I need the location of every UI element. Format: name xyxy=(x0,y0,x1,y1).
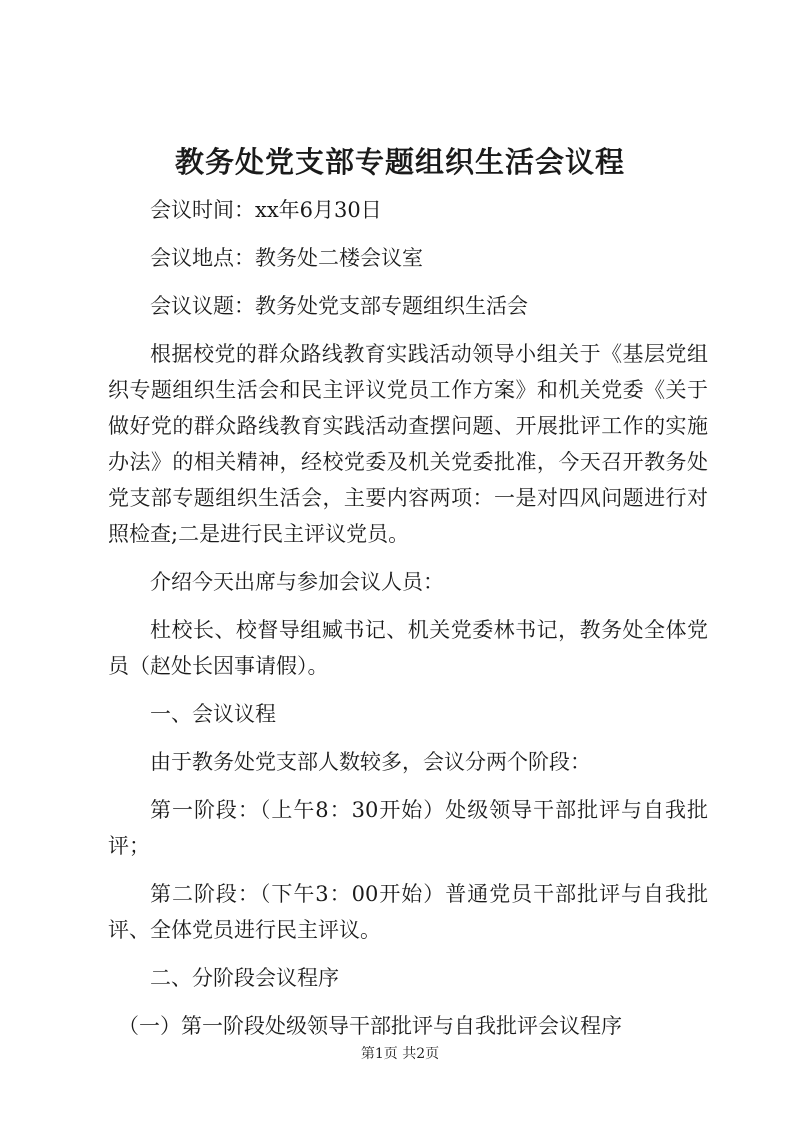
stage-one: 第一阶段：（上午8：30开始）处级领导干部批评与自我批评； xyxy=(108,798,708,858)
intro-paragraph: 根据校党的群众路线教育实践活动领导小组关于《基层党组织专题组织生活会和民主评议党员工作方案》和机关党委《关于做好党的群众路线教育实践活动查摆问题、开展批评工作的实施办法》的相关精神，经校党委及机关党委批准，今天召开教务处党支部专题组织生活会，主要内容两项：一是对四风问题进行对照检查;二是进行民主评议党员。 xyxy=(108,342,708,546)
stage-two: 第二阶段：（下午3：00开始）普通党员干部批评与自我批评、全体党员进行民主评议。 xyxy=(108,882,708,942)
stages-intro: 由于教务处党支部人数较多，会议分两个阶段： xyxy=(150,750,591,774)
document-body xyxy=(108,190,708,1044)
page-footer: 第1页 共2页 xyxy=(360,1046,440,1062)
section-heading-1: 一、会议议程 xyxy=(150,702,276,726)
meeting-time: 会议时间：xx年6月30日 xyxy=(150,198,382,222)
meeting-location: 会议地点：教务处二楼会议室 xyxy=(150,246,423,270)
document-title: 教务处党支部专题组织生活会议程 xyxy=(174,145,625,179)
section-heading-2: 二、分阶段会议程序 xyxy=(150,966,339,990)
subsection-heading-1: （一）第一阶段处级领导干部批评与自我批评会议程序 xyxy=(118,1014,622,1038)
meeting-topic: 会议议题：教务处党支部专题组织生活会 xyxy=(150,294,528,318)
attendees-intro: 介绍今天出席与参加会议人员： xyxy=(150,570,444,594)
attendees-list: 杜校长、校督导组臧书记、机关党委林书记，教务处全体党员（赵处长因事请假）。 xyxy=(108,618,708,678)
